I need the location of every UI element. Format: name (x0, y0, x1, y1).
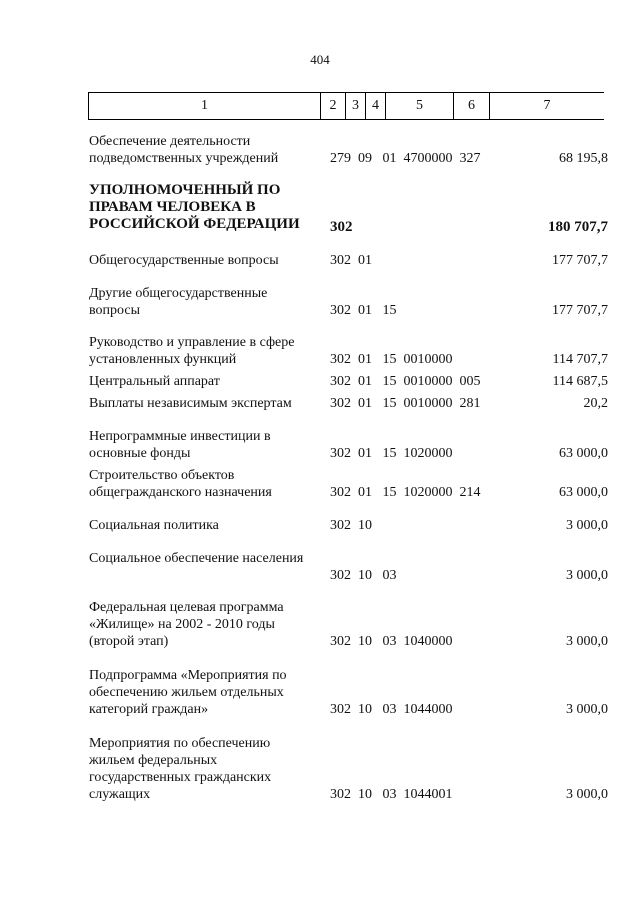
row-sum: 20,2 (583, 396, 608, 411)
row-sum: 3 000,0 (566, 568, 608, 583)
table-row (0, 735, 640, 803)
row-codes: 302 01 15 0010000 281 (330, 396, 481, 411)
row-name: Подпрограмма «Мероприятия по обеспечению жильем отдельных категорий граждан» (89, 668, 287, 717)
column-header-5: 5 (386, 93, 454, 120)
row-name: УПОЛНОМОЧЕННЫЙ ПО ПРАВАМ ЧЕЛОВЕКА В РОССИЙСКОЙ ФЕДЕРАЦИИ (89, 182, 300, 232)
row-codes: 302 01 15 1020000 214 (330, 485, 481, 500)
row-sum: 177 707,7 (552, 253, 608, 268)
row-name: Непрограммные инвестиции в основные фонды (89, 429, 271, 461)
column-header-3: 3 (346, 93, 366, 120)
row-sum: 114 707,7 (552, 352, 608, 367)
page-number: 404 (310, 52, 330, 67)
table-row (0, 395, 640, 412)
row-sum: 3 000,0 (566, 518, 608, 533)
row-name: Социальное обеспечение населения (89, 551, 304, 566)
row-name: Другие общегосударственные вопросы (89, 286, 268, 318)
row-codes: 302 10 03 (330, 568, 397, 583)
table-row (0, 285, 640, 319)
row-codes: 302 01 15 (330, 303, 397, 318)
row-codes: 279 09 01 4700000 327 (330, 151, 481, 166)
row-codes: 302 10 03 1044000 (330, 702, 453, 717)
row-sum: 3 000,0 (566, 634, 608, 649)
table-row (0, 428, 640, 462)
row-name: Руководство и управление в сфере установленных функций (89, 335, 295, 367)
table-row (0, 517, 640, 534)
row-codes: 302 01 15 1020000 (330, 446, 453, 461)
column-header-2: 2 (321, 93, 346, 120)
row-name: Центральный аппарат (89, 374, 220, 389)
row-sum: 177 707,7 (552, 303, 608, 318)
table-row (0, 599, 640, 650)
table-row (0, 667, 640, 718)
row-sum: 180 707,7 (548, 219, 608, 235)
row-sum: 63 000,0 (559, 485, 608, 500)
row-name: Обеспечение деятельности подведомственных учреждений (89, 134, 279, 166)
row-codes: 302 01 (330, 253, 372, 268)
row-name: Мероприятия по обеспечению жильем федеральных государственных гражданских служащих (89, 736, 272, 802)
row-sum: 3 000,0 (566, 787, 608, 802)
row-sum: 114 687,5 (552, 374, 608, 389)
column-header-1: 1 (89, 93, 321, 120)
row-sum: 3 000,0 (566, 702, 608, 717)
row-codes: 302 01 15 0010000 (330, 352, 453, 367)
table-row (0, 252, 640, 269)
table-row (0, 550, 640, 584)
row-name: Социальная политика (89, 518, 219, 533)
table-row (0, 467, 640, 501)
row-codes: 302 (330, 219, 353, 235)
row-name: Общегосударственные вопросы (89, 253, 279, 268)
table-row (0, 133, 640, 167)
row-codes: 302 01 15 0010000 005 (330, 374, 481, 389)
row-name: Выплаты независимым экспертам (89, 396, 292, 411)
row-codes: 302 10 (330, 518, 372, 533)
table-row (0, 373, 640, 390)
column-header-7: 7 (490, 93, 605, 120)
row-sum: 63 000,0 (559, 446, 608, 461)
row-name: Федеральная целевая программа «Жилище» на 2002 - 2010 годы (второй этап) (89, 600, 284, 649)
table-row (0, 334, 640, 368)
row-name: Строительство объектов общегражданского назначения (89, 468, 272, 500)
table-row (0, 182, 640, 236)
column-header-4: 4 (366, 93, 386, 120)
column-header-6: 6 (454, 93, 490, 120)
row-codes: 302 10 03 1040000 (330, 634, 453, 649)
row-codes: 302 10 03 1044001 (330, 787, 453, 802)
row-sum: 68 195,8 (559, 151, 608, 166)
